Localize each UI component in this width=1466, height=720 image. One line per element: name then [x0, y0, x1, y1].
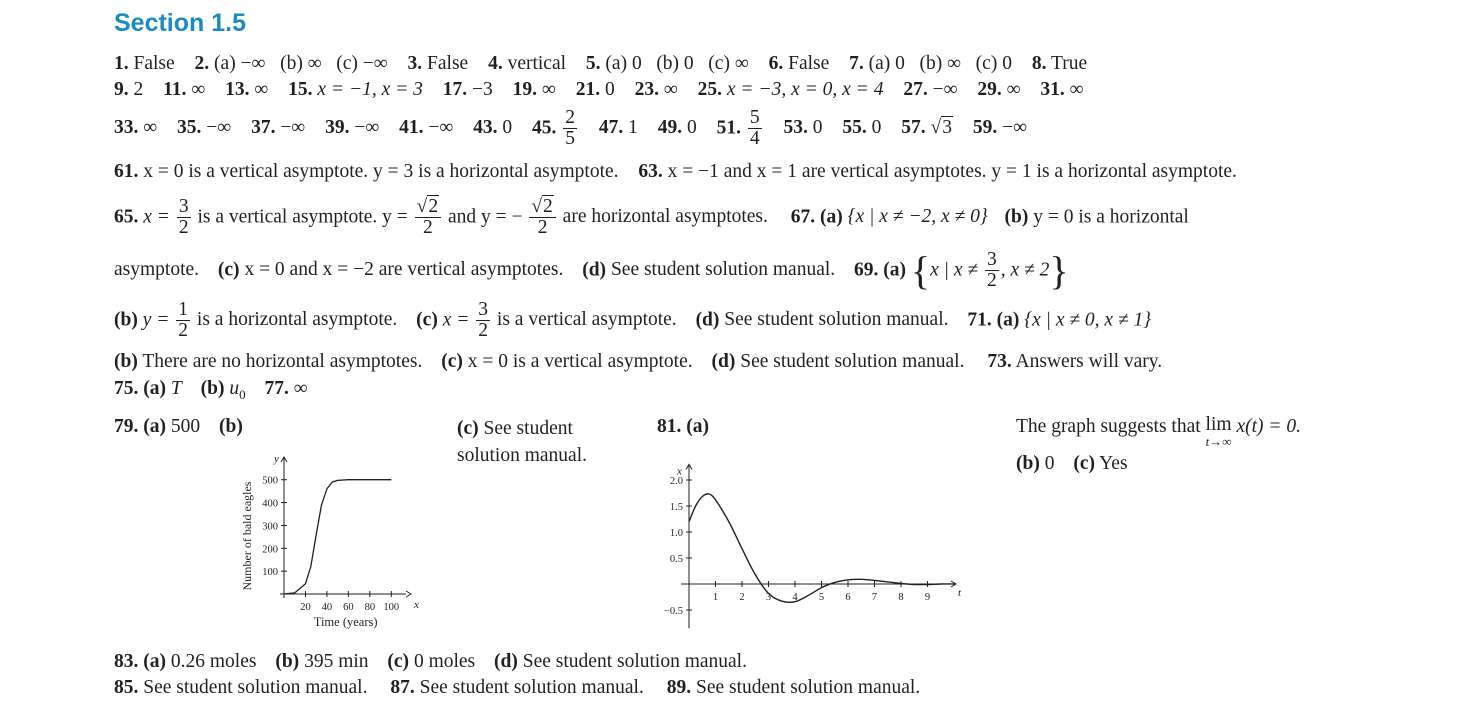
- answer-39: 39. −∞: [325, 117, 380, 139]
- answers-row-10: [114, 650, 747, 674]
- answer-4: 4. vertical: [488, 53, 567, 74]
- answer-67-number: 67.: [790, 206, 816, 228]
- x-axis-label: Time (years): [313, 615, 378, 629]
- answer-73-number: 73.: [987, 351, 1012, 372]
- answer-5: 5. (a) 0 (b) 0 (c) ∞: [585, 53, 749, 74]
- answer-25: 25. x = −3, x = 0, x = 4: [697, 79, 884, 100]
- y-axis-label: Number of bald eagles: [240, 481, 254, 591]
- fraction: $\frac{2}{5}$: [565, 107, 576, 150]
- answer-89-number: 89.: [666, 677, 692, 698]
- answer-67b-text: y = 0 is a horizontal: [1033, 206, 1189, 228]
- part-label: (a): [143, 378, 166, 399]
- answer-51: 51. $\frac{5}{4}$: [716, 107, 760, 150]
- answer-75b-text: $u_0$: [229, 378, 246, 402]
- fraction: $\frac{3}{2}$: [178, 196, 189, 239]
- answer-61: 61. x = 0 is a vertical asymptote. y = 3 is a horizontal asymptote.: [114, 161, 619, 182]
- answer-31: 31. ∞: [1040, 79, 1084, 100]
- part-label: (a): [883, 259, 907, 281]
- answer-8: 8. True: [1031, 53, 1088, 74]
- x-tick-label: 20: [300, 602, 311, 613]
- x-tick-label: 8: [898, 592, 904, 603]
- fraction: $\frac{1}{2}$: [178, 299, 189, 342]
- part-label: (b): [114, 351, 138, 372]
- answer-2: 2. (a) −∞ (b) ∞ (c) −∞: [194, 53, 388, 74]
- y-tick-label: 300: [262, 521, 278, 533]
- answer-9: 9. 2: [114, 79, 144, 100]
- x-axis-letter: x: [414, 599, 419, 611]
- right-brace: }: [1049, 247, 1069, 293]
- x-tick-label: 9: [924, 592, 931, 603]
- part-label: (d): [582, 259, 607, 281]
- y-tick-label: 500: [262, 475, 278, 487]
- fraction: $\frac{3}{2}$: [478, 299, 489, 342]
- y-tick-label: 1.5: [669, 502, 683, 513]
- y-axis-letter: y: [274, 453, 279, 465]
- answer-71-number: 71.: [967, 309, 992, 331]
- answers-row-9: [114, 377, 308, 407]
- answer-29: 29. ∞: [977, 79, 1021, 100]
- answer-7: 7. (a) 0 (b) ∞ (c) 0: [849, 53, 1012, 74]
- answers-row-4: [114, 160, 1252, 184]
- answer-85-text: See student solution manual.: [143, 677, 368, 698]
- answer-69b-text: is a horizontal asymptote.: [196, 309, 398, 331]
- left-brace: {: [910, 247, 931, 293]
- answer-81bc: (b) 0 (c) Yes: [1016, 453, 1128, 474]
- answer-69c-text: x =: [442, 309, 470, 331]
- x-tick-label: 3: [765, 592, 772, 603]
- part-label: (c): [441, 351, 463, 372]
- answer-27: 27. −∞: [903, 79, 958, 100]
- fraction: $\frac{3}{2}$: [987, 249, 997, 292]
- answer-83b-text: 395 min: [304, 651, 369, 672]
- answer-67c-text: x = 0 and x = −2 are vertical asymptotes.: [244, 259, 564, 281]
- x-axis-letter: t: [958, 587, 962, 599]
- answer-65-text: is a vertical asymptote. y =: [197, 206, 408, 228]
- y-tick-label: 2.0: [669, 476, 683, 487]
- fraction: $\frac{√2}{2}$: [415, 197, 441, 239]
- answer-77-number: 77.: [264, 378, 289, 399]
- answer-15: 15. x = −1, x = 3: [288, 79, 423, 100]
- answer-45: 45. $\frac{2}{5}$: [532, 107, 576, 150]
- answer-65-text: are horizontal asymptotes.: [562, 206, 768, 228]
- answer-69d-text: See student solution manual.: [724, 309, 949, 331]
- answer-1: 1. False: [114, 53, 175, 74]
- part-label: (b): [275, 651, 300, 672]
- answers-row-6: [114, 247, 1069, 293]
- answers-row-8: [114, 350, 1162, 374]
- fraction: $\frac{√2}{2}$: [529, 197, 555, 239]
- answer-69c-text: is a vertical asymptote.: [496, 309, 677, 331]
- answer-85-number: 85.: [114, 677, 139, 698]
- answer-63: 63. x = −1 and x = 1 are vertical asymptotes. y = 1 is a horizontal asymptote.: [638, 161, 1237, 182]
- answer-83a-text: 0.26 moles: [170, 651, 257, 672]
- answer-89-text: See student solution manual.: [695, 677, 921, 698]
- answer-55: 55. 0: [842, 117, 882, 139]
- answer-79-header: 79. (a) 500 (b): [114, 416, 243, 437]
- x-tick-label: 1: [712, 592, 719, 603]
- answer-73-text: Answers will vary.: [1015, 351, 1163, 372]
- answer-87-text: See student solution manual.: [419, 677, 644, 698]
- answer-53: 53. 0: [783, 117, 823, 139]
- series-line-eagles: [284, 480, 391, 594]
- part-label: (a): [820, 206, 843, 228]
- answer-81-header: 81. (a): [657, 416, 709, 437]
- answer-71d-text: See student solution manual.: [740, 351, 965, 372]
- answers-row-2: [114, 78, 1099, 102]
- answer-81-note: The graph suggests that lim t→∞ x(t) = 0.: [1016, 414, 1302, 449]
- answer-57: 57. √3: [901, 117, 952, 139]
- answer-83-number: 83.: [114, 651, 139, 672]
- answer-75-number: 75.: [114, 378, 139, 399]
- answers-row-11: [114, 676, 920, 700]
- x-tick-label: 100: [383, 602, 400, 613]
- answer-65-number: 65.: [114, 206, 139, 228]
- answer-77-text: ∞: [293, 378, 308, 399]
- part-label: (d): [711, 351, 736, 372]
- answer-69-number: 69.: [854, 259, 879, 281]
- answer-37: 37. −∞: [251, 117, 306, 139]
- section-title: Section 1.5: [114, 9, 246, 37]
- answer-6: 6. False: [768, 53, 830, 74]
- answers-row-7: [114, 300, 1151, 342]
- answer-67a-text: {x | x ≠ −2, x ≠ 0}: [847, 206, 988, 228]
- answer-71b-text: There are no horizontal asymptotes.: [142, 351, 423, 372]
- answer-65-text: x =: [143, 206, 170, 228]
- set-text: x | x ≠: [930, 259, 979, 281]
- answers-row-1: [114, 52, 1102, 76]
- x-tick-label: 40: [321, 602, 333, 613]
- y-tick-label: −0.5: [663, 606, 683, 617]
- answer-71a-text: {x | x ≠ 0, x ≠ 1}: [1024, 309, 1152, 331]
- answer-21: 21. 0: [575, 79, 615, 100]
- part-label: (b): [1004, 206, 1029, 228]
- x-axis-arrow: [406, 591, 411, 597]
- part-label: (c): [416, 309, 438, 331]
- answer-87-number: 87.: [390, 677, 415, 698]
- part-label: (c): [387, 651, 410, 672]
- answer-75a-text: T: [170, 378, 182, 399]
- x-tick-label: 4: [792, 592, 798, 603]
- answer-71c-text: x = 0 is a vertical asymptote.: [467, 351, 693, 372]
- answer-35: 35. −∞: [177, 117, 232, 139]
- x-tick-label: 60: [343, 602, 354, 613]
- answer-17: 17. −3: [442, 79, 493, 100]
- x-tick-label: 6: [845, 592, 851, 603]
- answer-19: 19. ∞: [512, 79, 556, 100]
- square-root: √3: [930, 117, 952, 139]
- bald-eagles-chart-svg: [232, 448, 432, 633]
- y-tick-label: 100: [262, 567, 278, 579]
- answer-41: 41. −∞: [399, 117, 454, 139]
- answer-67d-text: See student solution manual.: [610, 259, 836, 281]
- x-tick-label: 2: [739, 592, 745, 603]
- answer-67b-continued: asymptote.: [114, 259, 200, 281]
- part-label: (b): [200, 378, 225, 399]
- y-axis-letter: x: [677, 465, 682, 478]
- x-tick-label: 5: [818, 592, 825, 603]
- part-label: (c): [217, 259, 240, 281]
- answer-3: 3. False: [407, 53, 469, 74]
- answer-13: 13. ∞: [225, 79, 269, 100]
- answer-59: 59. −∞: [972, 117, 1028, 139]
- y-tick-label: 1.0: [669, 528, 683, 539]
- damped-oscillation-chart-svg: [655, 450, 960, 635]
- x-tick-label: 7: [871, 592, 878, 603]
- answer-11: 11. ∞: [163, 79, 206, 100]
- y-tick-label: 0.5: [669, 554, 683, 565]
- y-tick-label: 400: [262, 498, 278, 510]
- bald-eagles-chart: [232, 448, 432, 638]
- set-text: , x ≠ 2: [1000, 259, 1050, 281]
- answer-49: 49. 0: [657, 117, 697, 139]
- answer-79c: (c) See student solution manual.: [457, 418, 587, 466]
- part-label: (b): [114, 309, 138, 331]
- x-tick-label: 80: [364, 602, 376, 613]
- answer-47: 47. 1: [598, 117, 638, 139]
- answer-23: 23. ∞: [634, 79, 678, 100]
- part-label: (d): [695, 309, 720, 331]
- answer-43: 43. 0: [473, 117, 513, 139]
- part-label: (a): [143, 651, 166, 672]
- answer-69b-text: y =: [142, 309, 170, 331]
- limit-expression: lim t→∞: [1205, 414, 1232, 449]
- answer-83c-text: 0 moles: [413, 651, 476, 672]
- answer-83d-text: See student solution manual.: [522, 651, 747, 672]
- answers-row-3: [114, 108, 1042, 150]
- answer-33: 33. ∞: [114, 117, 158, 139]
- answers-row-5: [114, 197, 1189, 239]
- fraction: $\frac{5}{4}$: [749, 107, 760, 150]
- damped-oscillation-chart: [655, 450, 960, 640]
- y-tick-label: 200: [262, 544, 278, 556]
- part-label: (d): [494, 651, 518, 672]
- part-label: (a): [996, 309, 1020, 331]
- answer-65-text: and y = −: [447, 206, 523, 228]
